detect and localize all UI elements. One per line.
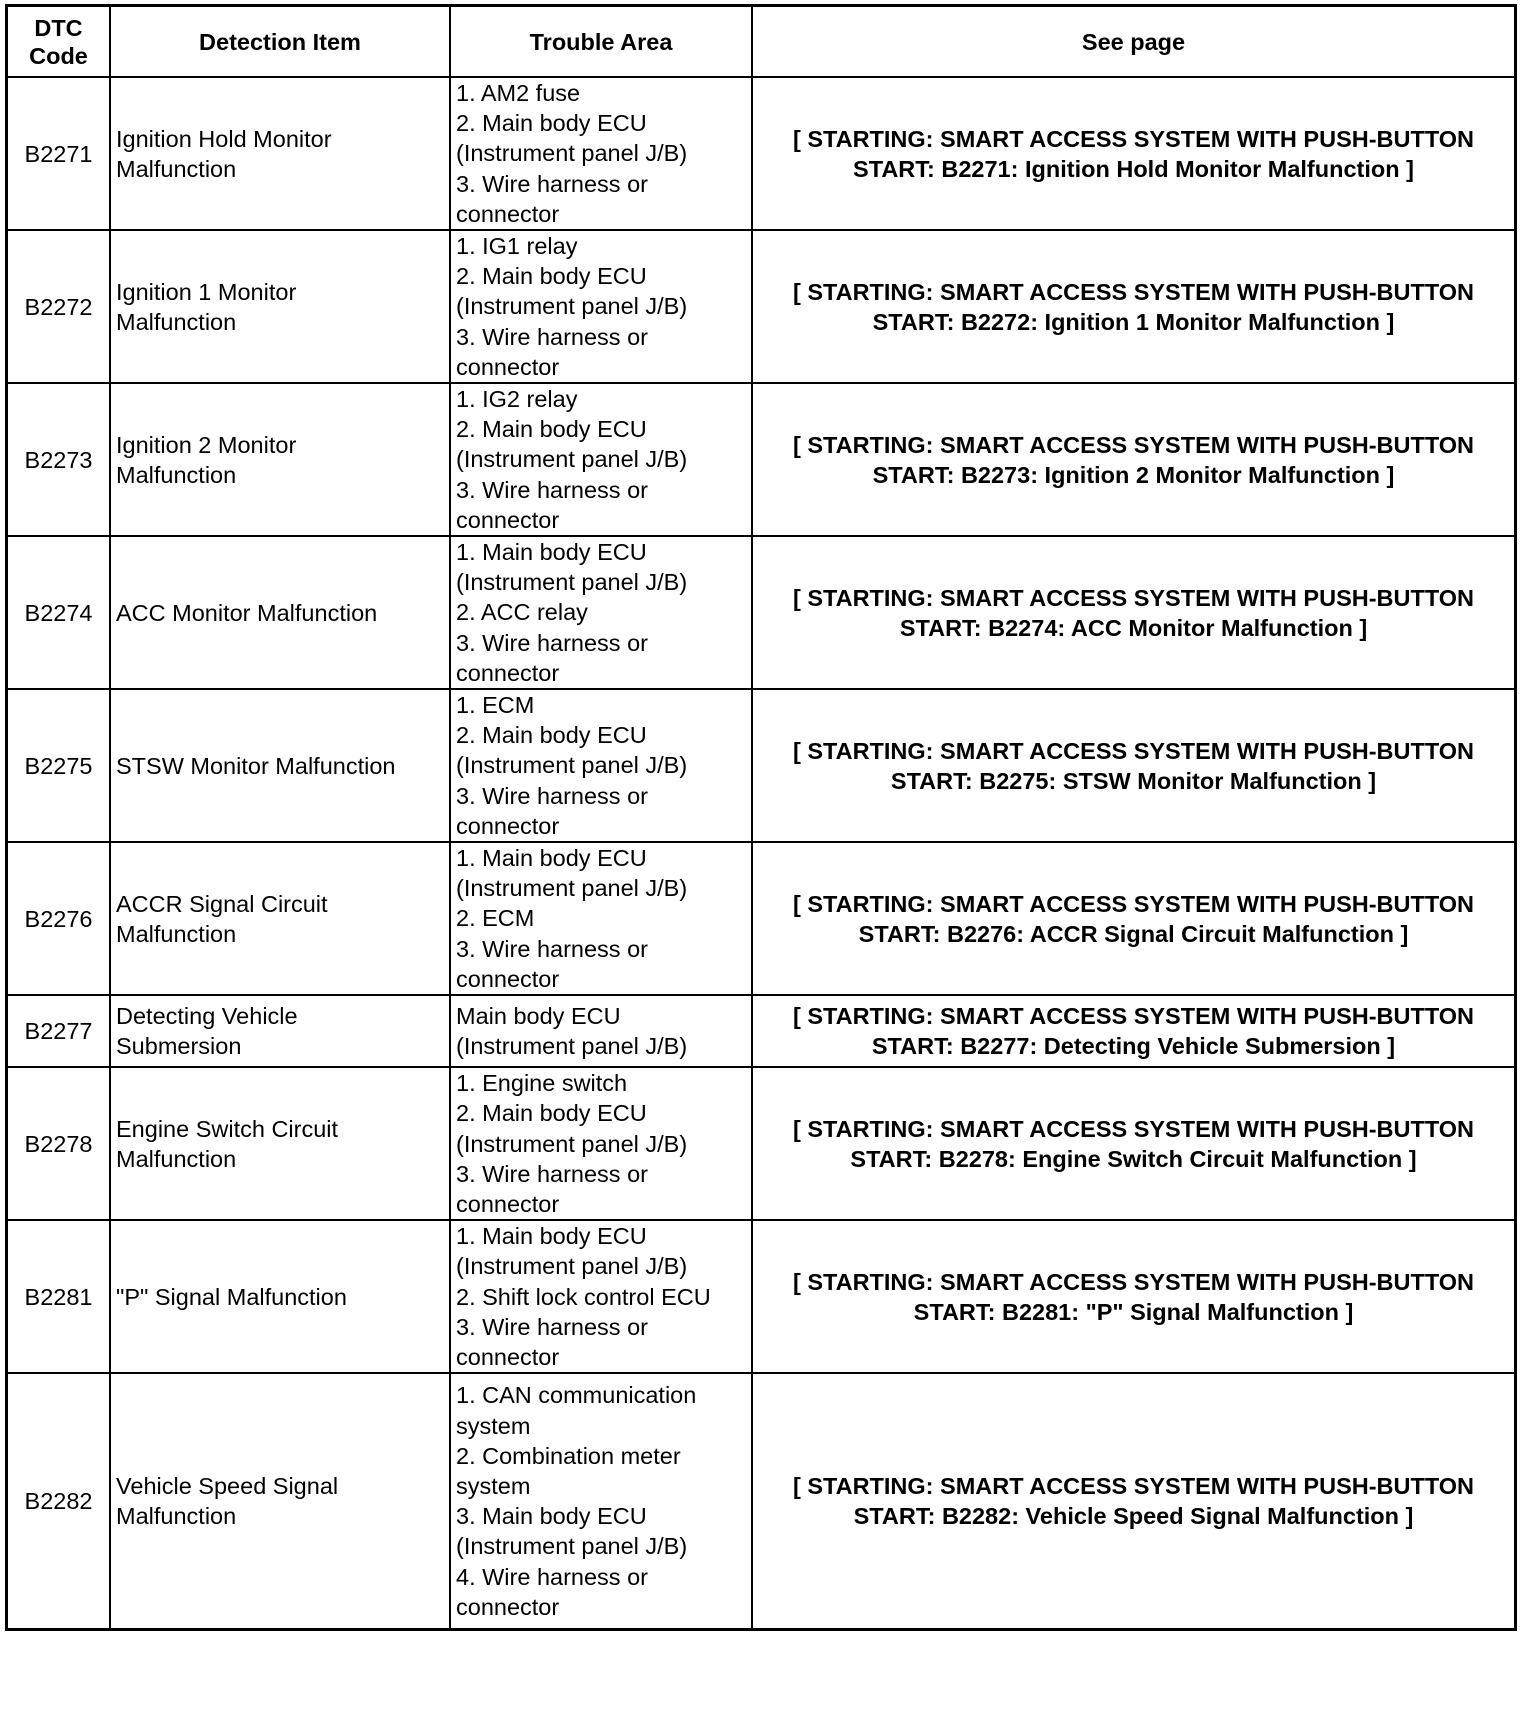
dtc-code-cell: B2275 xyxy=(7,689,110,842)
trouble-area-cell: 1. Main body ECU (Instrument panel J/B) 2. ACC relay 3. Wire harness or connector xyxy=(450,536,752,689)
trouble-area-cell: 1. Engine switch 2. Main body ECU (Instrument panel J/B) 3. Wire harness or connector xyxy=(450,1067,752,1220)
dtc-code-cell: B2278 xyxy=(7,1067,110,1220)
table-row xyxy=(7,995,1515,1067)
dtc-code-cell: B2271 xyxy=(7,77,110,230)
trouble-area-cell: 1. ECM 2. Main body ECU (Instrument panel J/B) 3. Wire harness or connector xyxy=(450,689,752,842)
see-page-link[interactable]: [ STARTING: SMART ACCESS SYSTEM WITH PUSH-BUTTON START: B2274: ACC Monitor Malfunction ] xyxy=(752,536,1515,689)
table-row xyxy=(7,1067,1515,1220)
header-dtc-code: DTC Code xyxy=(7,6,110,77)
dtc-code-cell: B2272 xyxy=(7,230,110,383)
header-see-page: See page xyxy=(752,6,1515,77)
dtc-code-cell: B2282 xyxy=(7,1373,110,1629)
see-page-link[interactable]: [ STARTING: SMART ACCESS SYSTEM WITH PUSH-BUTTON START: B2272: Ignition 1 Monitor Malfunction ] xyxy=(752,230,1515,383)
table-row xyxy=(7,842,1515,995)
detection-item-cell: Ignition 1 Monitor Malfunction xyxy=(110,230,450,383)
detection-item-cell: STSW Monitor Malfunction xyxy=(110,689,450,842)
detection-item-cell: "P" Signal Malfunction xyxy=(110,1220,450,1373)
table-row xyxy=(7,1373,1515,1629)
detection-item-cell: ACC Monitor Malfunction xyxy=(110,536,450,689)
see-page-link[interactable]: [ STARTING: SMART ACCESS SYSTEM WITH PUSH-BUTTON START: B2282: Vehicle Speed Signal Malfunction ] xyxy=(752,1373,1515,1629)
trouble-area-cell: 1. Main body ECU (Instrument panel J/B) 2. Shift lock control ECU 3. Wire harness or connector xyxy=(450,1220,752,1373)
see-page-link[interactable]: [ STARTING: SMART ACCESS SYSTEM WITH PUSH-BUTTON START: B2276: ACCR Signal Circuit Malfunction ] xyxy=(752,842,1515,995)
detection-item-cell: ACCR Signal Circuit Malfunction xyxy=(110,842,450,995)
header-trouble-area: Trouble Area xyxy=(450,6,752,77)
table-row xyxy=(7,689,1515,842)
table-row xyxy=(7,536,1515,689)
detection-item-cell: Ignition 2 Monitor Malfunction xyxy=(110,383,450,536)
dtc-table xyxy=(6,5,1516,1630)
table-header-row xyxy=(7,6,1515,77)
see-page-link[interactable]: [ STARTING: SMART ACCESS SYSTEM WITH PUSH-BUTTON START: B2271: Ignition Hold Monitor Malfunction ] xyxy=(752,77,1515,230)
table-row xyxy=(7,383,1515,536)
table-row xyxy=(7,1220,1515,1373)
trouble-area-cell: Main body ECU (Instrument panel J/B) xyxy=(450,995,752,1067)
dtc-code-cell: B2281 xyxy=(7,1220,110,1373)
dtc-code-cell: B2274 xyxy=(7,536,110,689)
see-page-link[interactable]: [ STARTING: SMART ACCESS SYSTEM WITH PUSH-BUTTON START: B2275: STSW Monitor Malfunction ] xyxy=(752,689,1515,842)
see-page-link[interactable]: [ STARTING: SMART ACCESS SYSTEM WITH PUSH-BUTTON START: B2278: Engine Switch Circuit Malfunction ] xyxy=(752,1067,1515,1220)
detection-item-cell: Engine Switch Circuit Malfunction xyxy=(110,1067,450,1220)
trouble-area-cell: 1. AM2 fuse 2. Main body ECU (Instrument panel J/B) 3. Wire harness or connector xyxy=(450,77,752,230)
dtc-code-cell: B2276 xyxy=(7,842,110,995)
dtc-code-cell: B2277 xyxy=(7,995,110,1067)
see-page-link[interactable]: [ STARTING: SMART ACCESS SYSTEM WITH PUSH-BUTTON START: B2281: "P" Signal Malfunction ] xyxy=(752,1220,1515,1373)
dtc-code-cell: B2273 xyxy=(7,383,110,536)
header-detection-item: Detection Item xyxy=(110,6,450,77)
table-row xyxy=(7,230,1515,383)
trouble-area-cell: 1. IG1 relay 2. Main body ECU (Instrument panel J/B) 3. Wire harness or connector xyxy=(450,230,752,383)
trouble-area-cell: 1. IG2 relay 2. Main body ECU (Instrument panel J/B) 3. Wire harness or connector xyxy=(450,383,752,536)
detection-item-cell: Vehicle Speed Signal Malfunction xyxy=(110,1373,450,1629)
detection-item-cell: Detecting Vehicle Submersion xyxy=(110,995,450,1067)
table-row xyxy=(7,77,1515,230)
trouble-area-cell: 1. Main body ECU (Instrument panel J/B) 2. ECM 3. Wire harness or connector xyxy=(450,842,752,995)
see-page-link[interactable]: [ STARTING: SMART ACCESS SYSTEM WITH PUSH-BUTTON START: B2273: Ignition 2 Monitor Malfunction ] xyxy=(752,383,1515,536)
detection-item-cell: Ignition Hold Monitor Malfunction xyxy=(110,77,450,230)
see-page-link[interactable]: [ STARTING: SMART ACCESS SYSTEM WITH PUSH-BUTTON START: B2277: Detecting Vehicle Submersion ] xyxy=(752,995,1515,1067)
trouble-area-cell: 1. CAN communication system 2. Combination meter system 3. Main body ECU (Instrument panel J/B) 4. Wire harness or connector xyxy=(450,1373,752,1629)
